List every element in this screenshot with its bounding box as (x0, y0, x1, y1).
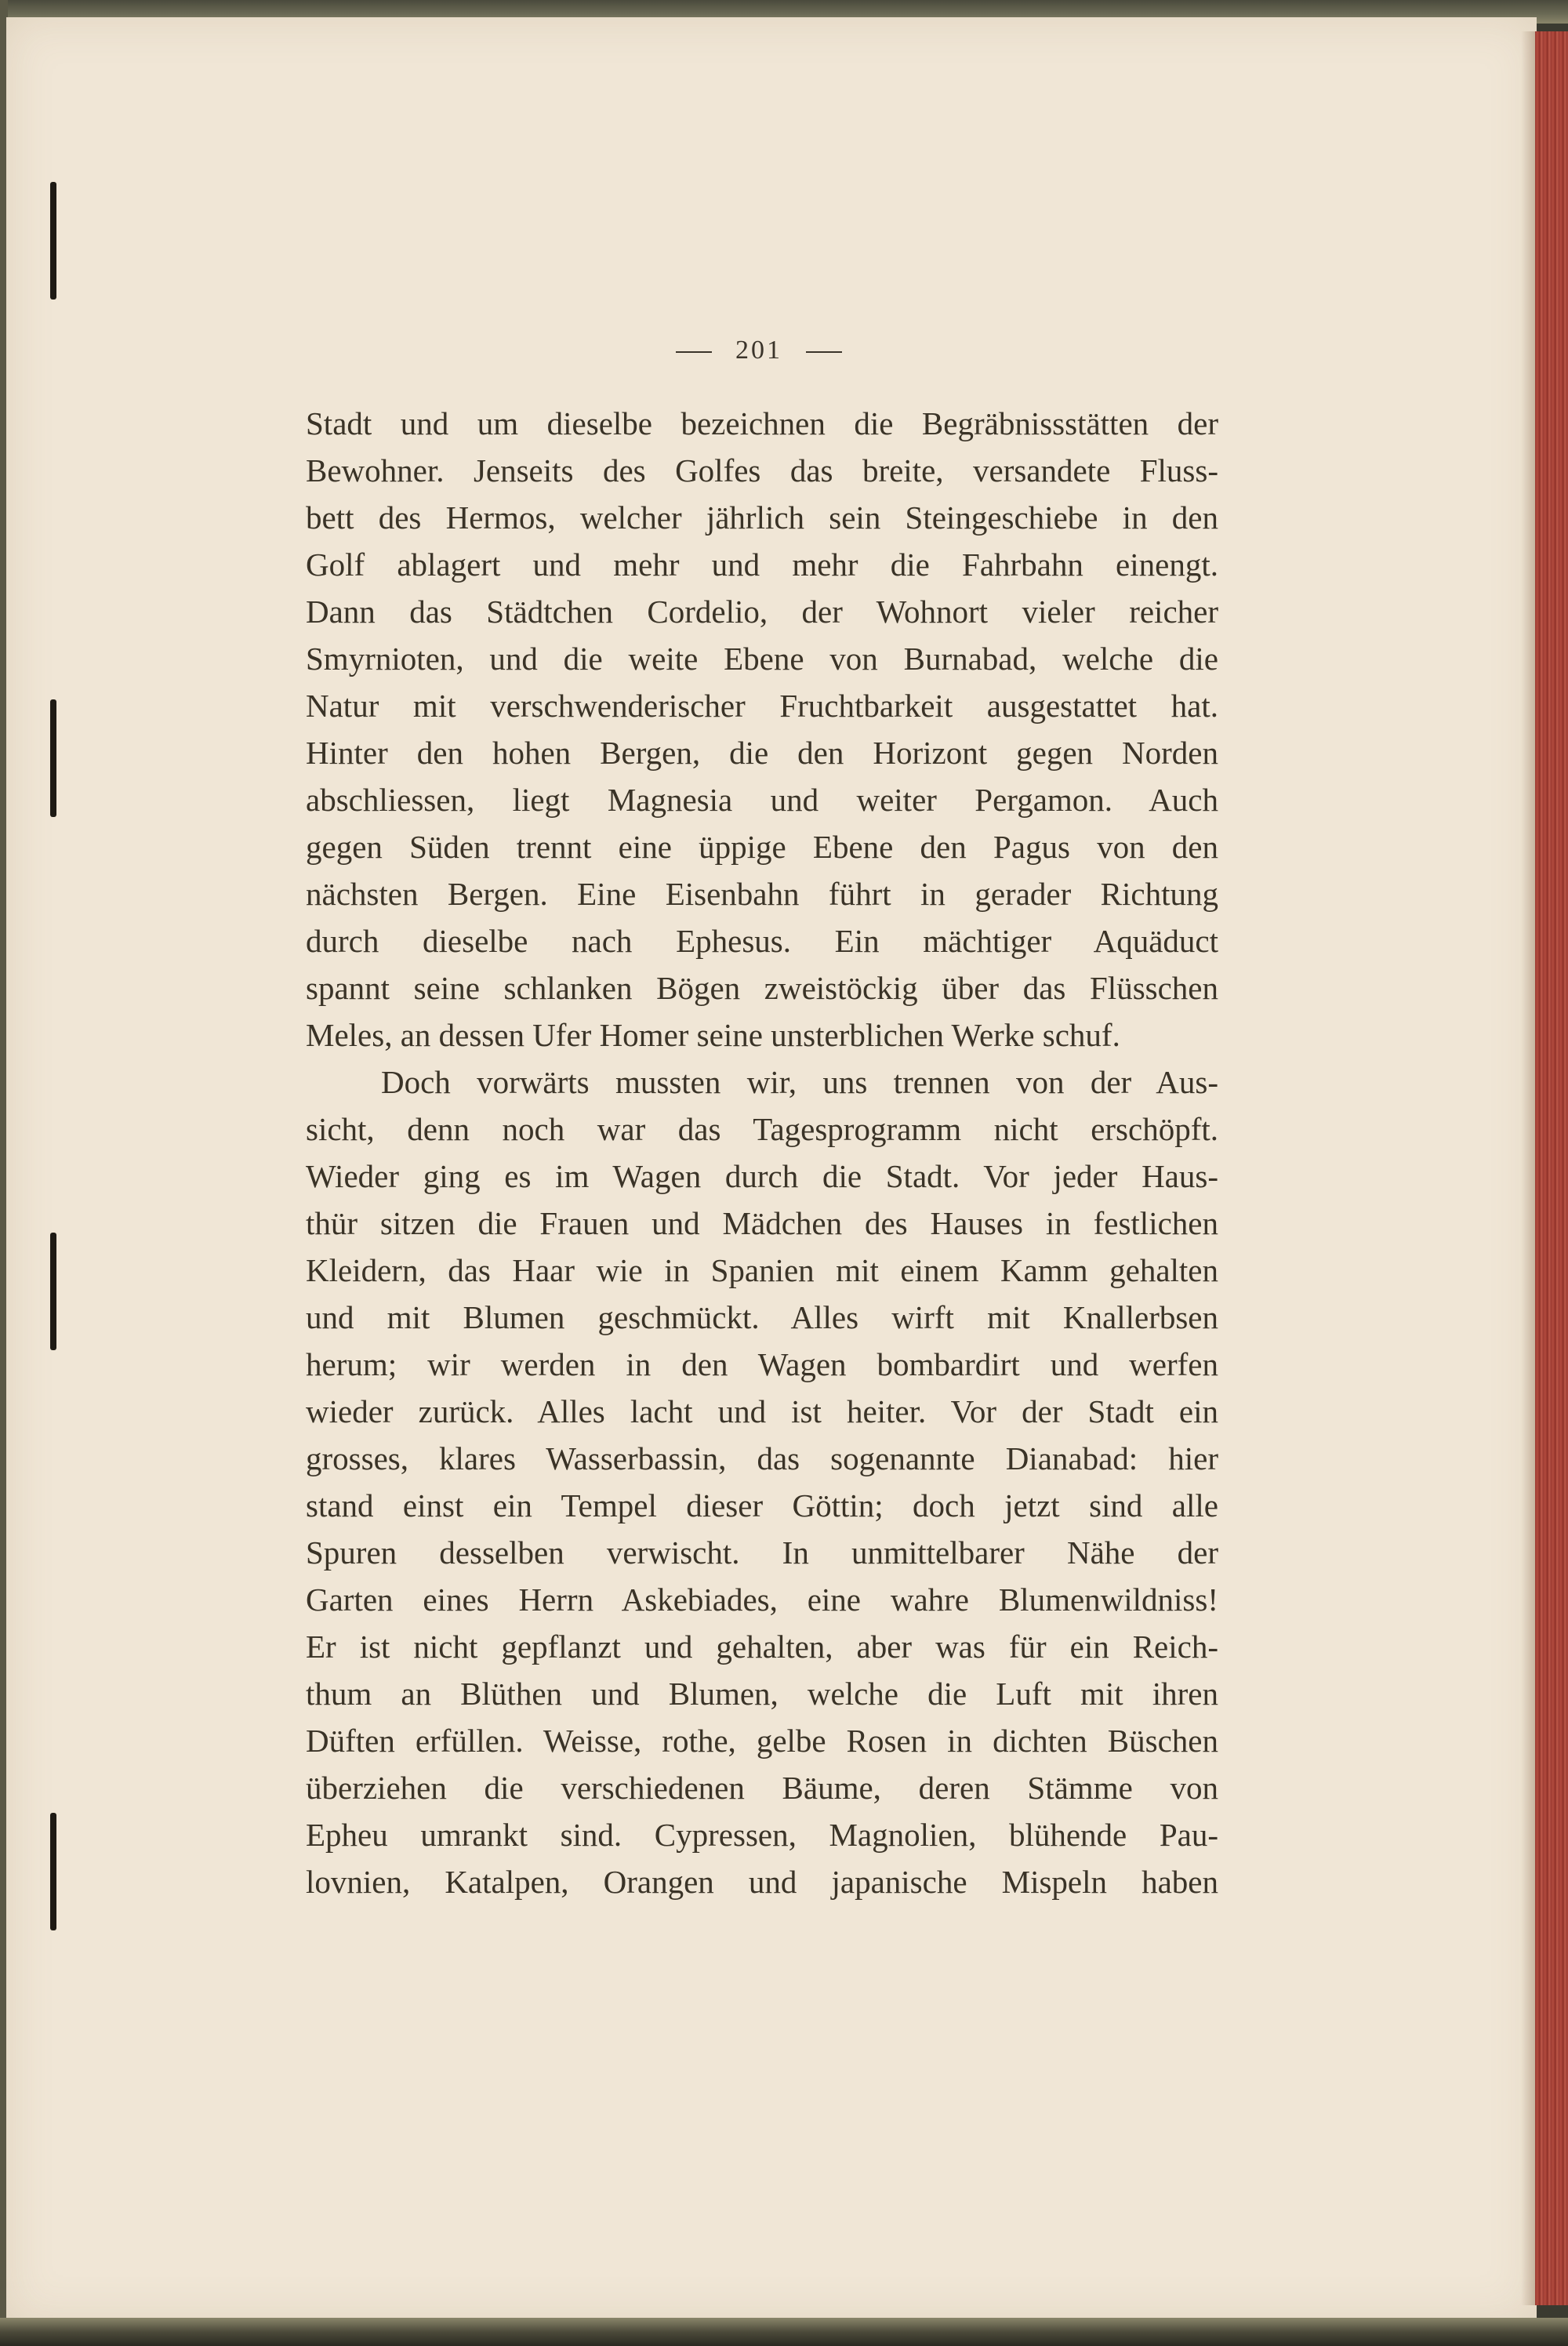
text-line: Natur mit verschwenderischer Fruchtbarkeit ausgestattet hat. (306, 688, 1218, 724)
binding-stitch (50, 182, 56, 300)
text-line: spannt seine schlanken Bögen zweistöckig über das Flüsschen (306, 970, 1218, 1006)
header-rule-right (806, 351, 842, 353)
text-line: Stadt und um dieselbe bezeichnen die Begräbnissstätten der (306, 405, 1218, 441)
text-line: Spuren desselben verwischt. In unmittelbarer Nähe der (306, 1534, 1218, 1571)
text-line: durch dieselbe nach Ephesus. Ein mächtiger Aquäduct (306, 923, 1218, 959)
text-line: lovnien, Katalpen, Orangen und japanische Mispeln haben (306, 1864, 1218, 1900)
header-rule-left (676, 351, 712, 353)
page-header (6, 336, 1512, 365)
binding-stitch (50, 699, 56, 817)
text-line: überziehen die verschiedenen Bäume, deren Stämme von (306, 1770, 1218, 1806)
binding-stitch (50, 1813, 56, 1930)
page-number: 201 (735, 336, 782, 365)
text-line: Düften erfüllen. Weisse, rothe, gelbe Rosen in dichten Büschen (306, 1723, 1218, 1759)
text-line: stand einst ein Tempel dieser Göttin; doch jetzt sind alle (306, 1487, 1218, 1523)
text-line: bett des Hermos, welcher jährlich sein Steingeschiebe in den (306, 499, 1218, 536)
text-line: gegen Süden trennt eine üppige Ebene den Pagus von den (306, 829, 1218, 865)
text-line: Garten eines Herrn Askebiades, eine wahre Blumenwildniss! (306, 1582, 1218, 1618)
binding-stitch (50, 1233, 56, 1350)
text-line: thür sitzen die Frauen und Mädchen des Hauses in festlichen (306, 1205, 1218, 1241)
text-line: thum an Blüthen und Blumen, welche die Luft mit ihren (306, 1676, 1218, 1712)
text-line: herum; wir werden in den Wagen bombardirt und werfen (306, 1346, 1218, 1382)
text-line: Wieder ging es im Wagen durch die Stadt. Vor jeder Haus- (306, 1158, 1218, 1194)
text-line: nächsten Bergen. Eine Eisenbahn führt in gerader Richtung (306, 876, 1218, 912)
text-line: Epheu umrankt sind. Cypressen, Magnolien, blühende Pau- (306, 1817, 1218, 1853)
text-line: Hinter den hohen Bergen, die den Horizont gegen Norden (306, 735, 1218, 771)
text-line: Smyrnioten, und die weite Ebene von Burnabad, welche die (306, 641, 1218, 677)
page-gutter-shadow (1521, 31, 1537, 2305)
book-page-edges (1535, 31, 1568, 2305)
book-page (6, 17, 1537, 2322)
text-line: wieder zurück. Alles lacht und ist heiter. Vor der Stadt ein (306, 1393, 1218, 1429)
text-line: Golf ablagert und mehr und mehr die Fahrbahn einengt. (306, 547, 1218, 583)
text-line: Kleidern, das Haar wie in Spanien mit einem Kamm gehalten (306, 1252, 1218, 1288)
text-line: Meles, an dessen Ufer Homer seine unsterblichen Werke schuf. (306, 1017, 1120, 1053)
text-line: und mit Blumen geschmückt. Alles wirft mit Knallerbsen (306, 1299, 1218, 1335)
text-line: sicht, denn noch war das Tagesprogramm nicht erschöpft. (306, 1111, 1218, 1147)
text-line: grosses, klares Wasserbassin, das sogenannte Dianabad: hier (306, 1440, 1218, 1476)
text-line: Er ist nicht gepflanzt und gehalten, aber was für ein Reich- (306, 1629, 1218, 1665)
text-line: Doch vorwärts mussten wir, uns trennen von der Aus- (381, 1064, 1218, 1100)
body-text (306, 400, 1218, 1905)
text-line: Dann das Städtchen Cordelio, der Wohnort vieler reicher (306, 594, 1218, 630)
book-cover-bottom-edge (0, 2318, 1568, 2346)
text-line: abschliessen, liegt Magnesia und weiter Pergamon. Auch (306, 782, 1218, 818)
text-line: Bewohner. Jenseits des Golfes das breite, versandete Fluss- (306, 452, 1218, 488)
